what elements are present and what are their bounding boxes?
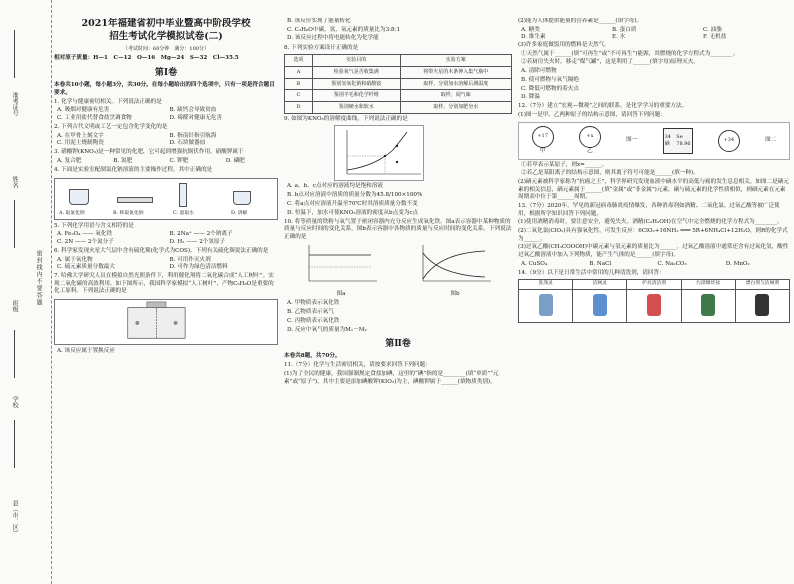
q3-opt-c: C. 钾肥	[169, 158, 189, 165]
q11-2-opt-e: E. 水	[612, 34, 626, 41]
q1-options	[54, 107, 278, 122]
q10-opt-b: B. 乙物质表示氧气	[287, 309, 334, 316]
q10-figure-a-label: 图a	[336, 290, 346, 297]
q2-opt-a: A. 在甲骨上刻文字	[57, 132, 104, 139]
q5-opt-c: C. 2N —— 2个氮分子	[57, 238, 114, 245]
column-3	[518, 18, 790, 578]
table-cell: 鉴别氢氧化钠和硝酸铵	[313, 78, 401, 90]
toilet-cleaner-bottle-icon	[593, 294, 607, 316]
q6-opt-b: B. 可用作灭火剂	[169, 256, 211, 263]
q7-artificial-leaf-figure	[54, 299, 278, 345]
q3-opt-a: A. 复合肥	[57, 158, 82, 165]
atom-jia-label: 甲	[539, 147, 546, 154]
q12-part1: (1)图一是甲、乙两种原子的结构示意图，请回答下列问题：	[518, 112, 666, 119]
q1-opt-d: D. 霉醛对健康无危害	[169, 114, 223, 121]
product-name: 炉具清洁剂	[627, 280, 680, 289]
product-name: 污渍爆炸盐	[682, 280, 735, 289]
bleach-bottle-icon	[755, 294, 769, 316]
q1-opt-c: C. 工业用盐代替食盐烹调食物	[57, 114, 132, 121]
se-mass: 78.96	[676, 140, 691, 147]
figure-2-label: 图二	[765, 136, 777, 143]
q9-opt-c: C. 将a点对应溶液升温至70℃时其溶质质量分数不变	[287, 200, 418, 207]
q13-3-opt-c: C. Na₂CO₃	[657, 260, 687, 267]
q3-stem: 3. 硝酸钾(KNO₃)是一种常见的化肥，它可起到增强抗倒伏作用。硝酸钾属于	[54, 149, 244, 156]
atom-yi-label: 乙	[587, 147, 593, 154]
q11-2-opt-d: D. 维生素	[521, 34, 546, 41]
q7-opt-a: A. 该反应属于置换反应	[57, 347, 115, 354]
q2-stem: 2. 下列古代文明或工艺一定包含化学变化的是	[54, 123, 168, 130]
q10-figure-b	[415, 243, 495, 298]
atomic-mass: 相对原子质量：H—1 C—12 O—16 Mg—24 S—32 Cl—35.5	[54, 55, 239, 62]
q11-3b-opt-a: A. 清除可燃物	[521, 68, 557, 75]
table-row	[285, 66, 512, 78]
solubility-curve-svg	[335, 126, 425, 182]
table-cell: 取样，分别加水溶解后测温度	[400, 78, 511, 90]
q9-solubility-graph	[334, 125, 424, 181]
exam-no-line	[14, 30, 15, 78]
q7-stem: 7. 哈佛大学研究人员在模拟自然光照条件下，利用催化剂将二氧化碳合成“人工树叶”。实现二氧化碳的高效利用。如下图所示，我国科学家模拟“人工树叶”，产物C₃H₈O是重要的化工原料。下列说法正确的是	[54, 273, 274, 295]
q10-opt-a: A. 甲物质表示氧化铁	[287, 300, 340, 307]
q6-opt-a: A. 属于氧化物	[57, 256, 93, 263]
q11-stem: 11.（7分）化学与生活密切相关，请按要求回答下列问题：	[284, 362, 431, 369]
q11-2-opt-c: C. 油脂	[703, 26, 722, 33]
part1-heading: 第Ⅰ卷	[154, 67, 178, 78]
q10-figure-b-label: 图b	[450, 290, 460, 297]
atom-jia	[532, 126, 554, 156]
figure-1-label: 图一	[626, 136, 638, 143]
q8-table	[284, 54, 512, 114]
q6-opt-d: D. 可作为绿色清洁燃料	[169, 264, 228, 271]
q11-part3b: ②若厨房失火时，移走“煤气罐”，这是利用了______(填字母)原理灭火。	[521, 59, 699, 66]
county-label: 县（市、区）	[11, 500, 19, 536]
table-row	[285, 78, 512, 90]
q5-options	[54, 231, 278, 246]
graph-b-svg	[415, 243, 495, 287]
exam-title-line2: 招生考试化学模拟试卷(二)	[109, 30, 223, 42]
q6-opt-c: C. 硫元素质量分数最大	[57, 264, 115, 271]
table-header-row	[285, 55, 512, 67]
q9-opt-b: B. b点对应溶液中溶质的质量分数为45.8/100×100%	[287, 192, 423, 199]
table-cell: B	[285, 78, 313, 90]
q3-options	[54, 158, 278, 166]
q13-part3: (3)过氧乙酸(CH₃COOOH)中碳元素与氢元素的质量比为______。过氧乙酸溶液中通常还含有过氧化氢，酸性过氧乙酸溶液中加入下列物质，能产生气体的是______(填字母)。	[518, 244, 789, 259]
atom-yi	[579, 126, 601, 156]
q13-part1: (1)使用酒精消毒时，要注意安全，避免失火。酒精(C₂H₅OH)在空气中完全燃烧的化学方程式为________。	[518, 219, 783, 226]
exam-time: （考试时间：60分钟 满分：100分）	[123, 45, 209, 52]
q7-opt-c: C. C₃H₈O中碳、氢、氧元素的质量比为3:8:1	[287, 26, 401, 33]
q3-opt-d: D. 磷肥	[225, 158, 245, 165]
q1-opt-b: B. 缺钙会导致贫血	[169, 107, 217, 114]
detergent-bottle-icon	[539, 294, 553, 316]
q13-3-opt-d: D. MnO₂	[725, 260, 750, 267]
product-cell	[682, 280, 736, 322]
q11-part3a: ①天然气属于______(填“可再生”或“不可再生”)能源，其燃烧的化学方程式为________。	[521, 50, 739, 57]
beaker-icon	[69, 189, 89, 205]
q9-stem: 9. 如图为KNO₃的溶解度曲线。下列说法正确的是	[284, 115, 408, 122]
point-b	[384, 155, 386, 157]
se-atom-icon: +34	[718, 130, 740, 152]
table-cell: 将带火星的木条伸入集气瓶中	[400, 66, 511, 78]
class-line	[14, 330, 15, 378]
q11-part1: (1)为了全民的健康，我国强制规定食盐加碘，这里的“碘”指的是________(填“单质”“元素”或“原子”)，其中主要是添加碘酸钾(KIO₃)为主，碘酸钾属于______(填物质类别)。	[284, 371, 499, 385]
se-name: 硒	[664, 140, 670, 147]
part2-intro: 本卷共8题，共70分。	[284, 353, 341, 360]
product-name: 洁厕灵	[573, 280, 626, 289]
class-label: 班级	[11, 300, 19, 312]
name-line	[14, 200, 15, 248]
q4-label-c: C. 量取水	[173, 211, 194, 217]
q10-figures	[284, 243, 512, 298]
q12-part2: (2)硒元素被科学家称为“抗癌之王”，科学界研究发现血液中硒水平的高低与癌的发生息息相关。如图二是硒元素的相关信息，硒元素属于______(填“金属”或“非金属”)元素，硒与硫元素的化学性质相似，则硒元素在元素周期表中位于第______周期。	[518, 179, 789, 201]
binding-strip	[0, 0, 52, 584]
artificial-leaf-svg	[55, 300, 277, 344]
stove-cleaner-bottle-icon	[647, 294, 661, 316]
table-cell: A	[285, 66, 313, 78]
table-cell: C	[285, 90, 313, 102]
atom-jia-icon: +17	[532, 126, 554, 148]
table-cell: 鉴别硬水和软水	[313, 102, 401, 114]
dissolve-beaker-icon	[233, 191, 251, 205]
col-header-option: 选项	[285, 55, 313, 67]
school-line	[14, 420, 15, 468]
q13-3-opt-a: A. CuSO₄	[521, 260, 548, 267]
q2-opt-b: B. 指南针指引航海	[169, 132, 217, 139]
figure-1-caption	[626, 137, 637, 145]
q4-apparatus-figure	[54, 178, 278, 220]
q13-3-opt-b: B. NaCl	[589, 260, 612, 267]
se-symbol: Se	[676, 133, 683, 140]
q10-stem: 10. 将等质量的铁粉与氧气置于密闭容器内充分反应生成氧化铁。图a表示容器中某种物质的质量与反应时间的变化关系，图b表示容器中各物质的质量与反应时间的变化关系。下列说法正确的是	[284, 218, 512, 240]
q10-figure-a	[301, 243, 381, 298]
se-number: 34	[664, 133, 671, 140]
q3-opt-b: B. 氮肥	[113, 158, 133, 165]
point-a	[396, 145, 398, 147]
part2-heading: 第Ⅱ卷	[385, 339, 411, 350]
table-cell: 鉴别羊毛和化学纤维	[313, 90, 401, 102]
product-name: 洗涤灵	[519, 280, 572, 289]
q12-part1b: ②若乙是某阳离子的结构示意图，则其离子符号可能是______(填一种)。	[521, 170, 699, 177]
q12-part1a: ①若甲表示某原子，则x=______。	[521, 161, 608, 168]
graph-a-svg	[301, 243, 381, 287]
product-cell	[573, 280, 627, 322]
name-label: 姓名	[11, 176, 19, 188]
q11-3b-options	[518, 68, 790, 102]
q9-opt-a: A. a、b、c点对应的溶液均是饱和溶液	[287, 183, 383, 190]
q11-part3: (3)许多家庭做饭用的燃料是天然气。	[518, 41, 610, 48]
column-2	[284, 18, 512, 578]
part1-intro: 本卷共10小题，每小题3分，共30分。在每小题给出的四个选项中，只有一项是符合题目要求。	[54, 82, 275, 96]
q11-3b-opt-c: C. 降低可燃物的着火点	[521, 85, 579, 92]
q5-opt-a: A. Fe₃O₄ —— 氧化铁	[57, 231, 113, 238]
table-cell: 检验氧气是否收集满	[313, 66, 401, 78]
q1-stem: 1. 化学与健康密切相关。下列说法正确的是	[54, 98, 162, 105]
q4-stem: 4. 下面是实验室配制氯化钠溶液的主要操作过程，其中正确的是	[54, 167, 213, 174]
q11-3b-opt-d: D. 降温	[521, 94, 541, 101]
balance-icon	[117, 197, 153, 203]
table-cell: 取样，分别加肥皂水	[400, 102, 511, 114]
q11-3b-opt-b: B. 使可燃物与氧气隔绝	[521, 76, 580, 83]
stain-remover-bottle-icon	[701, 294, 715, 316]
col-header-plan: 实验方案	[400, 55, 511, 67]
q1-opt-a: A. 吸烟对健康有危害	[57, 107, 110, 114]
q5-opt-d: D. H₂ —— 2个氢原子	[169, 238, 226, 245]
q4-label-a: A. 取氯化钠	[59, 211, 85, 217]
q4-label-d: D. 溶解	[231, 211, 248, 217]
product-cell	[519, 280, 573, 322]
column-1	[54, 18, 278, 578]
q6-stem: 6. 科学家发现火星大气层中含有硫化羰(化学式为COS)。下列有关硫化羰说法正确的是	[54, 247, 269, 254]
point-c	[396, 161, 398, 163]
q11-2-opt-b: B. 蛋白质	[612, 26, 637, 33]
q12-atom-figures	[518, 122, 790, 160]
q8-stem: 8. 下列实验方案设计正确的是	[284, 44, 359, 51]
q11-2-opt-a: A. 糖类	[521, 26, 540, 33]
q5-opt-b: B. 2Na⁺ —— 2个钠离子	[169, 231, 233, 238]
q9-options	[284, 183, 512, 217]
table-row	[285, 90, 512, 102]
q7-opt-b: B. 该反应实现了能量转化	[287, 18, 351, 24]
cylinder-icon	[179, 183, 187, 207]
q13-3-options	[518, 261, 790, 269]
q11-2-options	[518, 27, 790, 42]
q4-label-b: B. 称取氯化钠	[113, 211, 144, 217]
exam-title-line1: 2021年福建省初中毕业暨高中阶段学校	[81, 18, 251, 29]
product-cell	[627, 280, 681, 322]
q2-opt-d: D. 石块做器皿	[169, 140, 206, 147]
product-name: 漂白剂与洁厕剂	[736, 280, 789, 289]
q5-stem: 5. 下列化学用语与含义相符的是	[54, 222, 134, 229]
q7-opt-d: D. 该反应过程中将电能转化为化学能	[287, 35, 379, 42]
seal-notice: 密封线内不要答题	[35, 250, 43, 306]
q14-stem: 14.（9分）以下是日常生活中常用的几种清洗剂，请回答：	[518, 269, 665, 276]
q13-part2: (2)二氧化氯(ClO₂)具有强氧化性，可发生反应：6ClO₂+16NH₃ ═══ 5R+6NH₄Cl+12H₂O，则R的化学式为______。	[518, 228, 788, 242]
q11-2-opt-f: F. 无机盐	[703, 34, 727, 41]
q10-options	[284, 300, 512, 334]
q6-options	[54, 257, 278, 272]
product-cell	[736, 280, 789, 322]
col-header-purpose: 实验目的	[313, 55, 401, 67]
q14-products-table	[518, 279, 790, 323]
q9-opt-d: D. 恒温下，加水可使KNO₃溶液的密度从b点变为c点	[287, 209, 419, 216]
q10-opt-c: C. 丙物质表示氧化铁	[287, 317, 340, 324]
school-label: 学校	[11, 396, 19, 408]
table-cell: 取样，闻气味	[400, 90, 511, 102]
table-cell: D	[285, 102, 313, 114]
q2-options	[54, 133, 278, 148]
q2-opt-c: C. 用泥土烧制陶瓷	[57, 140, 104, 147]
q10-opt-d: D. 反应中氧气的质量为M₁－M₂	[287, 326, 367, 333]
table-row	[285, 102, 512, 114]
atom-yi-icon: +x	[579, 126, 601, 148]
q12-stem: 12.（7分）建立“宏观—微观”之间的联系，是化学学习的重要方法。	[518, 103, 688, 110]
q13-stem: 13.（7分）2020年，罕见的新冠病毒肺炎疫情爆发，各种消毒剂如酒精、二氧化氯、过氧乙酸等被广泛使用，根据所学知识回答下列问题。	[518, 203, 780, 217]
exam-no-label: 准考证号	[11, 92, 19, 116]
selenium-cell	[663, 128, 693, 154]
q11-part2: (2)能为人体提供能量的营养素是______(填字母)。	[518, 18, 643, 24]
